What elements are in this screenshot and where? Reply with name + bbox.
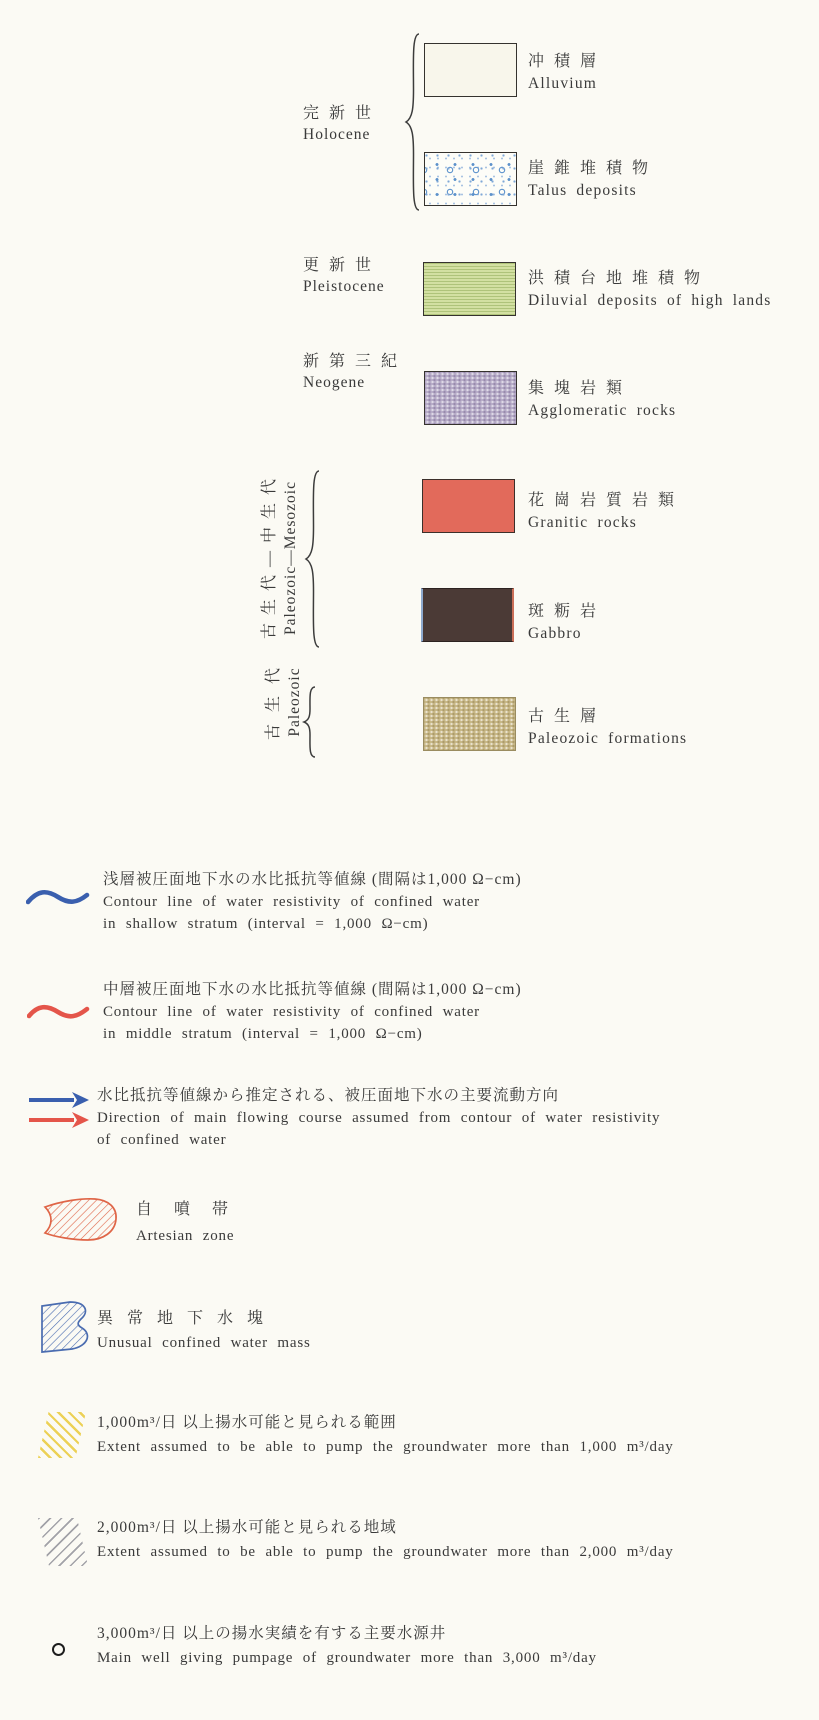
paleozoic-mesozoic-brace: [303, 470, 321, 648]
era-label-holocene: [303, 100, 374, 144]
diluvial-en: Diluvial deposits of high lands: [528, 292, 772, 309]
middle-contour-jp: 中層被圧面地下水の水比抵抗等値線 (間隔は1,000 Ω−cm): [103, 981, 522, 998]
alluvium-jp: 冲 積 層: [528, 53, 600, 70]
middle-contour-line-symbol: [27, 1000, 91, 1026]
pump-2000-en: Extent assumed to be able to pump the groundwater more than 2,000 m³/day: [97, 1544, 674, 1560]
middle-contour-label: [103, 979, 522, 1045]
paleozoic-formations-en: Paleozoic formations: [528, 730, 688, 747]
flow-direction-en1: Direction of main flowing course assumed from contour of water resistivity: [97, 1110, 661, 1126]
pump-1000-label: [97, 1410, 674, 1460]
era-holocene-jp: 完 新 世: [303, 105, 375, 122]
unusual-water-mass-en: Unusual confined water mass: [97, 1335, 311, 1351]
swatch-gabbro: [421, 588, 514, 642]
era-label-paleozoic: [260, 656, 304, 748]
unit-label-alluvium: [528, 48, 599, 93]
era-pleistocene-en: Pleistocene: [303, 278, 385, 295]
era-paleozoic-en: Paleozoic: [286, 667, 303, 737]
main-well-circle-symbol: [52, 1643, 65, 1656]
pump-2000-label: [97, 1515, 674, 1565]
shallow-contour-label: [103, 869, 522, 935]
blue-arrow-icon: [29, 1092, 89, 1108]
middle-contour-en1: Contour line of water resistivity of confined water: [103, 1004, 480, 1020]
swatch-alluvium: [424, 43, 517, 97]
granite-jp: 花 崗 岩 質 岩 類: [528, 492, 678, 509]
agglomerate-jp: 集 塊 岩 類: [528, 380, 626, 397]
middle-contour-en2: in middle stratum (interval = 1,000 Ω−cm): [103, 1026, 423, 1042]
unit-label-talus: [528, 155, 651, 200]
pump-2000-jp: 2,000m³/日 以上揚水可能と見られる地域: [97, 1519, 397, 1536]
era-holocene-en: Holocene: [303, 126, 371, 143]
era-paleozoic-mesozoic-jp: 古 生 代 — 中 生 代: [261, 477, 278, 640]
holocene-brace: [403, 33, 421, 211]
unit-label-granite: [528, 487, 677, 532]
artesian-zone-symbol: [40, 1194, 122, 1248]
era-label-pleistocene: [303, 252, 385, 296]
artesian-zone-jp: 自 噴 帯: [136, 1201, 238, 1218]
alluvium-en: Alluvium: [528, 75, 598, 92]
swatch-granitic-rocks: [422, 479, 515, 533]
shallow-contour-en2: in shallow stratum (interval = 1,000 Ω−cm): [103, 916, 429, 932]
main-well-en: Main well giving pumpage of groundwater more than 3,000 m³/day: [97, 1650, 597, 1666]
unit-label-paleozoic-formations: [528, 703, 687, 748]
paleozoic-formations-jp: 古 生 層: [528, 708, 600, 725]
artesian-zone-en: Artesian zone: [136, 1228, 235, 1244]
granite-en: Granitic rocks: [528, 514, 638, 531]
era-label-neogene: [303, 348, 400, 392]
main-well-label: [97, 1622, 597, 1670]
unit-label-diluvial: [528, 265, 772, 310]
flow-direction-en2: of confined water: [97, 1132, 227, 1148]
swatch-diluvial-deposits: [423, 262, 516, 316]
red-arrow-icon: [29, 1112, 89, 1128]
swatch-paleozoic-formations: [423, 697, 516, 751]
era-pleistocene-jp: 更 新 世: [303, 257, 375, 274]
unusual-water-mass-label: [97, 1307, 311, 1355]
unusual-water-mass-jp: 異 常 地 下 水 塊: [97, 1310, 269, 1327]
artesian-zone-label: [136, 1197, 237, 1249]
unit-label-agglomerate: [528, 375, 676, 420]
era-neogene-jp: 新 第 三 紀: [303, 353, 401, 370]
shallow-contour-jp: 浅層被圧面地下水の水比抵抗等値線 (間隔は1,000 Ω−cm): [103, 871, 522, 888]
agglomerate-en: Agglomeratic rocks: [528, 402, 677, 419]
era-neogene-en: Neogene: [303, 374, 366, 391]
paleozoic-brace: [301, 686, 317, 758]
pump-1000-en: Extent assumed to be able to pump the groundwater more than 1,000 m³/day: [97, 1439, 674, 1455]
unusual-water-mass-symbol: [34, 1299, 94, 1355]
era-label-paleozoic-mesozoic: [256, 466, 300, 650]
pump-2000-hatch-symbol: [38, 1518, 88, 1566]
shallow-contour-en1: Contour line of water resistivity of confined water: [103, 894, 480, 910]
era-paleozoic-jp: 古 生 代: [265, 664, 282, 741]
unit-label-gabbro: [528, 598, 599, 643]
pump-1000-hatch-symbol: [38, 1412, 86, 1458]
flow-direction-label: [97, 1085, 660, 1151]
flow-direction-arrows: [28, 1092, 92, 1128]
diluvial-jp: 洪 積 台 地 堆 積 物: [528, 270, 704, 287]
talus-jp: 崖 錐 堆 積 物: [528, 160, 652, 177]
pump-1000-jp: 1,000m³/日 以上揚水可能と見られる範囲: [97, 1414, 397, 1431]
swatch-agglomeratic-rocks: [424, 371, 517, 425]
main-well-jp: 3,000m³/日 以上の揚水実績を有する主要水源井: [97, 1625, 447, 1642]
gabbro-en: Gabbro: [528, 625, 582, 642]
talus-en: Talus deposits: [528, 182, 637, 199]
gabbro-jp: 斑 粝 岩: [528, 603, 600, 620]
swatch-talus-deposits: [424, 152, 517, 206]
flow-direction-jp: 水比抵抗等値線から推定される、被圧面地下水の主要流動方向: [97, 1087, 560, 1104]
shallow-contour-line-symbol: [26, 884, 90, 910]
era-paleozoic-mesozoic-en: Paleozoic—Mesozoic: [282, 481, 299, 636]
